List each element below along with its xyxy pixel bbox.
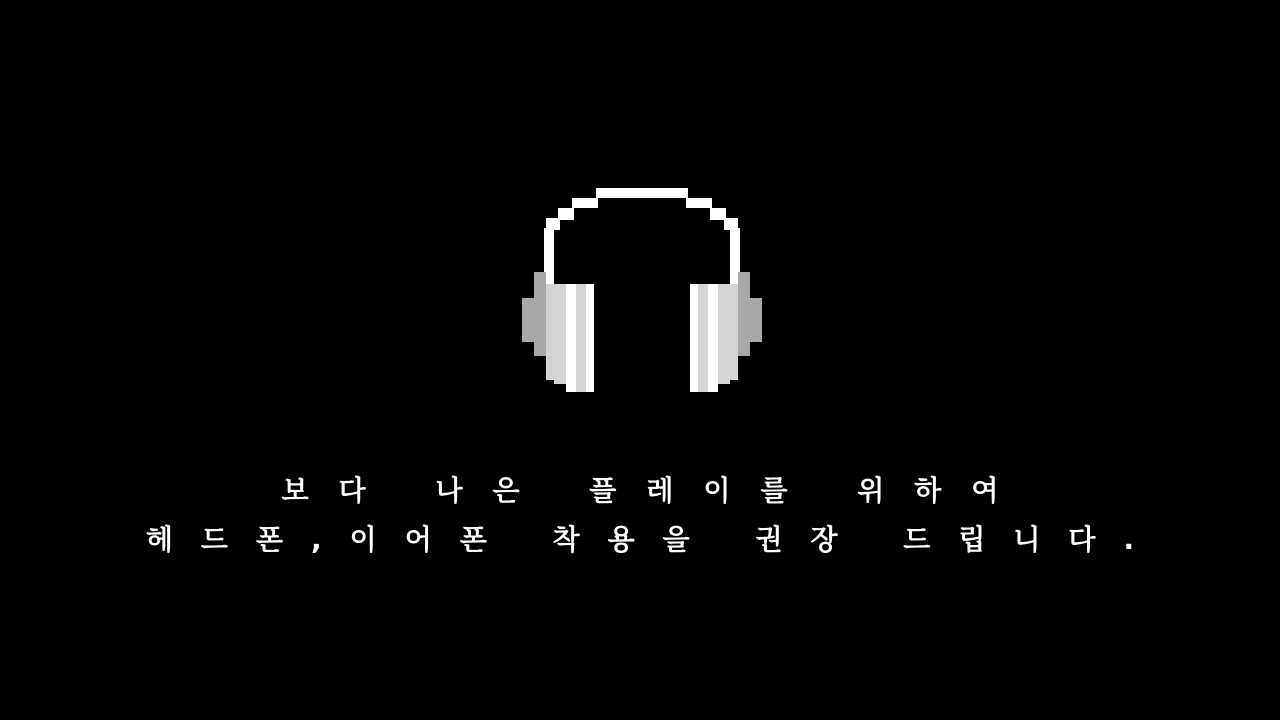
notice-line-1: 보다 나은 플레이를 위하여 [281, 474, 1029, 507]
notice-line-2: 헤드폰,이어폰 착용을 권장 드립니다. [145, 523, 1163, 556]
headphones-icon [520, 186, 764, 396]
